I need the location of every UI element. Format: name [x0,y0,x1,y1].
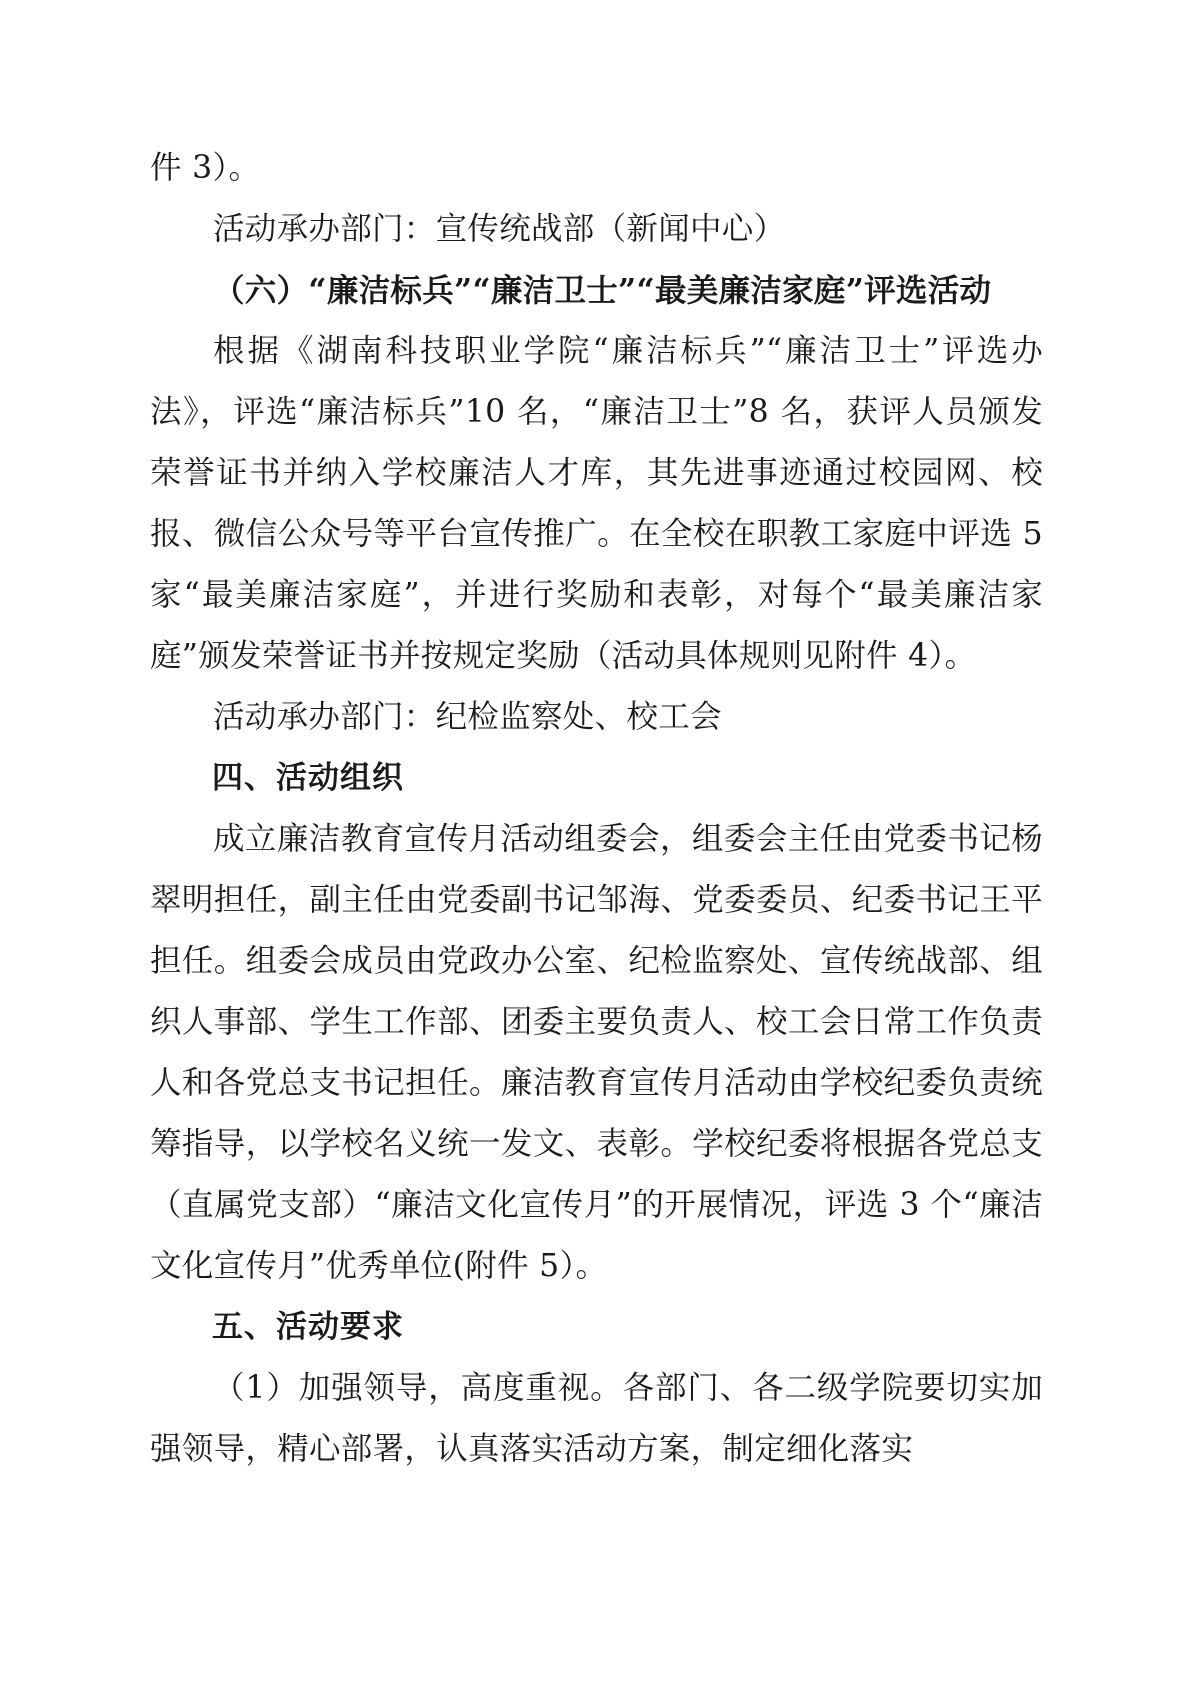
heading-four-activity-organization: 四、活动组织 [212,760,404,796]
paragraph-section-six-body: 根据《湖南科技职业学院“廉洁标兵”“廉洁卫士”评选办法》，评选“廉洁标兵”10 名，“廉洁卫士”8 名，获评人员颁发荣誉证书并纳入学校廉洁人才库，其先进事迹通过校园网、校报、微信公众号等平台宣传推广。在全校在职教工家庭中评选 5 家“最美廉洁家庭”，并进行奖励和表彰，对每个“最美廉洁家庭”颁发荣誉证书并按规定奖励（活动具体规则见附件 4）。 [150,333,1043,674]
paragraph-section-four-body: 成立廉洁教育宣传月活动组委会，组委会主任由党委书记杨翠明担任，副主任由党委副书记邹海、党委委员、纪委书记王平担任。组委会成员由党政办公室、纪检监察处、宣传统战部、组织人事部、学生工作部、团委主要负责人、校工会日常工作负责人和各党总支书记担任。廉洁教育宣传月活动由学校纪委负责统筹指导，以学校名义统一发文、表彰。学校纪委将根据各党总支（直属党支部）“廉洁文化宣传月”的开展情况，评选 3 个“廉洁文化宣传月”优秀单位(附件 5）。 [150,821,1043,1284]
paragraph-attachment-3-continuation: 件 3）。 [150,150,261,186]
paragraph-host-department-6: 活动承办部门：纪检监察处、校工会 [213,699,722,735]
paragraph-host-department-5: 活动承办部门：宣传统战部（新闻中心） [213,211,786,247]
document-body [150,138,1043,1480]
paragraph-section-five-item-1: （1）加强领导，高度重视。各部门、各二级学院要切实加强领导，精心部署，认真落实活动方案，制定细化落实 [150,1370,1043,1467]
heading-five-activity-requirements: 五、活动要求 [212,1309,404,1345]
paragraph-section-six-title: （六）“廉洁标兵”“廉洁卫士”“最美廉洁家庭”评选活动 [213,272,992,309]
